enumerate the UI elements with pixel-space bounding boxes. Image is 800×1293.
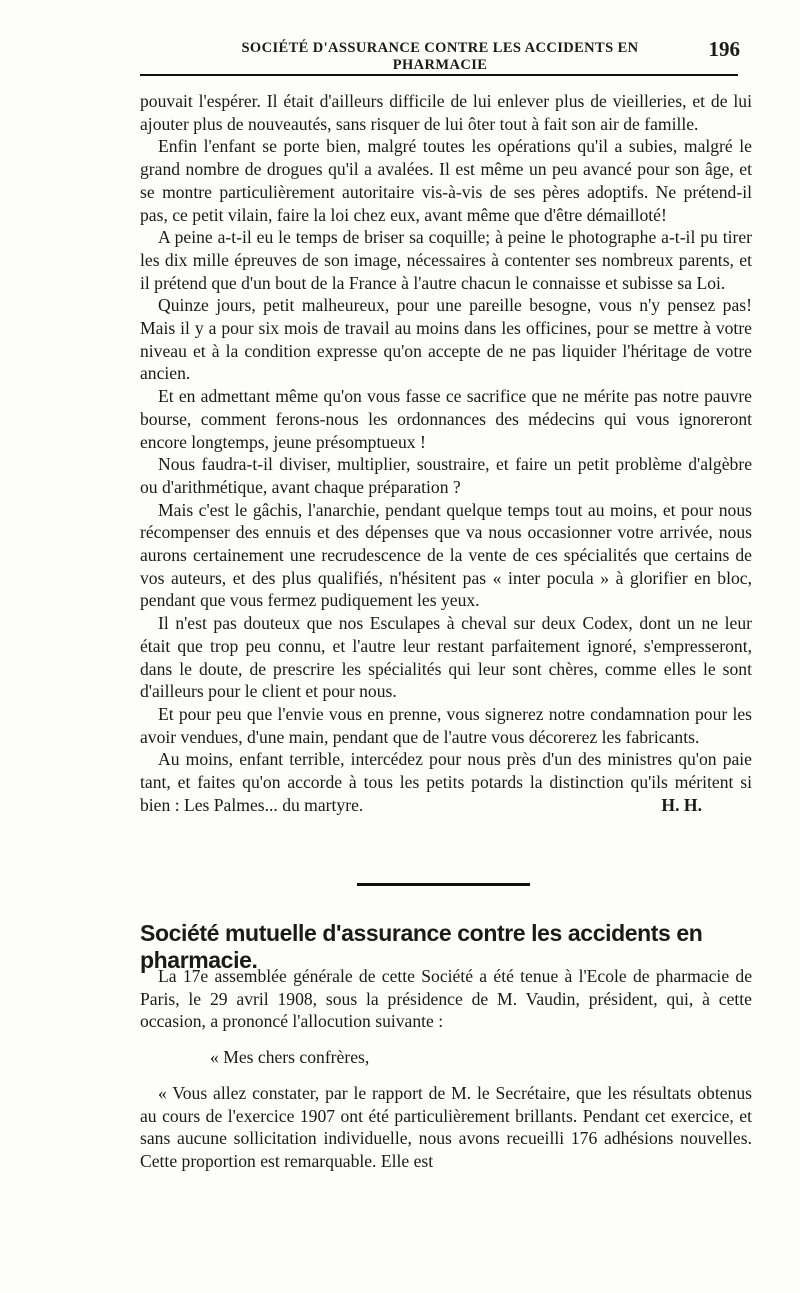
intro-paragraph: La 17e assemblée générale de cette Société a été tenue à l'Ecole de pharmacie de Paris, le 29 avril 1908, sous la présidence de M. Vaudin, président, qui, à cette occasion, a prononcé l'allocution suivante : (140, 966, 752, 1032)
header-rule (140, 74, 738, 76)
paragraph-text: Au moins, enfant terrible, intercédez pour nous près d'un des ministres qu'on paie tant, et faites qu'on accorde à tous les petits potards la distinction qu'ils méritent si bien : Les Palmes... du martyre. (140, 749, 752, 815)
paragraph: pouvait l'espérer. Il était d'ailleurs difficile de lui enlever plus de vieilleries, et de lui ajouter plus de nouveautés, sans risquer de lui ôter tout à fait son air de famille. (140, 91, 752, 134)
paragraph: Enfin l'enfant se porte bien, malgré toutes les opérations qu'il a subies, malgré le grand nombre de drogues qu'il a avalées. Il est même un peu avancé pour son âge, et se montre particulièrement autoritaire vis-à-vis de ses pères adoptifs. Ne prétend-il pas, ce petit vilain, faire la loi chez eux, avant même que d'être démailloté! (140, 136, 752, 225)
running-head: SOCIÉTÉ D'ASSURANCE CONTRE LES ACCIDENTS EN PHARMACIE (241, 40, 639, 73)
section-separator (357, 883, 530, 886)
report-body (140, 965, 752, 1173)
section-title: Société mutuelle d'assurance contre les accidents en pharmacie. (140, 920, 703, 973)
paragraph: Et pour peu que l'envie vous en prenne, vous signerez notre condamnation pour les avoir vendues, d'une main, pendant que de l'autre vous décorerez les fabricants. (140, 703, 752, 747)
speech-paragraph: « Vous allez constater, par le rapport de M. le Secrétaire, que les résultats obtenus au cours de l'exercice 1907 ont été particulièrement brillants. Pendant cet exercice, et sans aucune sollicitation individuelle, nous avons recueilli 176 adhésions nouvelles. Cette proportion est remarquable. Elle est (140, 1082, 752, 1171)
paragraph: Mais c'est le gâchis, l'anarchie, pendant quelque temps tout au moins, et pour nous récompenser des ennuis et des dépenses que va nous occasionner votre arrivée, nous aurons certainement une recrudescence de la vente de ces spécialités que certains de vos auteurs, et des plus qualifiés, n'hésitent pas « inter pocula » à glorifier en bloc, pendant que vous fermez pudiquement les yeux. (140, 499, 752, 611)
paragraph: A peine a-t-il eu le temps de briser sa coquille; à peine le photographe a-t-il pu tirer les dix mille épreuves de son image, nécessaires à contenter ses nombreux parents, et il prétend que d'un bout de la France à l'autre chacun le connaisse et subisse sa Loi. (140, 227, 752, 293)
paragraph: Nous faudra-t-il diviser, multiplier, soustraire, et faire un petit problème d'algèbre ou d'arithmétique, avant chaque préparation ? (140, 454, 752, 497)
paragraph: Et en admettant même qu'on vous fasse ce sacrifice que ne mérite pas notre pauvre bourse, comment ferons-nous les ordonnances des médecins qui vous ignoreront encore longtemps, jeune présomptueux ! (140, 386, 752, 452)
article-body (140, 90, 752, 817)
salutation: « Mes chers confrères, (210, 1047, 370, 1068)
page-number: 196 (708, 37, 740, 61)
paragraph: Quinze jours, petit malheureux, pour une pareille besogne, vous n'y pensez pas! Mais il y a pour six mois de travail au moins dans les officines, pour se mettre à votre niveau et à la condition expresse qu'on accepte de ne pas liquider l'héritage de votre ancien. (140, 295, 752, 384)
paragraph-last (140, 748, 752, 816)
signature: H. H. (661, 794, 702, 815)
paragraph: Il n'est pas douteux que nos Esculapes à cheval sur deux Codex, dont un ne leur était que trop peu connu, et l'autre leur restant parfaitement ignoré, s'empresseront, dans le doute, de prescrire les spécialités qui leur sont chères, comme elles le sont d'ailleurs pour le client et pour nous. (140, 613, 752, 702)
page-header (140, 37, 740, 73)
